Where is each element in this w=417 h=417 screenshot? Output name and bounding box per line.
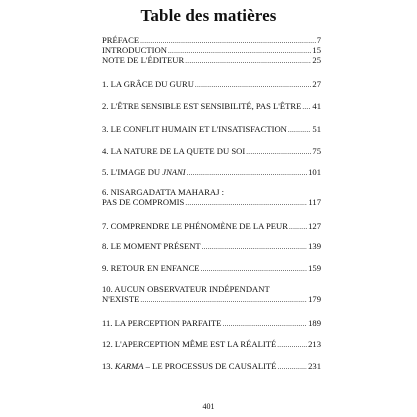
toc-entry-label: 11. LA PERCEPTION PARFAITE	[102, 318, 222, 328]
toc-entry-label-italic: KARMA	[114, 361, 144, 371]
toc-entry-page: 231	[308, 361, 321, 371]
toc-entry-page: 179	[308, 294, 321, 304]
toc-entry-label: 3. LE CONFLIT HUMAIN ET L'INSATISFACTION	[102, 124, 287, 134]
toc-entry-chapter-12	[102, 339, 321, 350]
dot-leader	[277, 340, 307, 350]
toc-entry-page: 189	[308, 318, 321, 328]
toc-entry-chapter-1	[102, 79, 321, 90]
toc-entry-page: 127	[308, 221, 321, 231]
dot-leader	[246, 147, 311, 157]
toc-entry-label: 4. LA NATURE DE LA QUETE DU SOI	[102, 146, 246, 156]
toc-entry-page: 7	[316, 35, 321, 45]
dot-leader	[202, 242, 307, 252]
toc-entry-label: 7. COMPRENDRE LE PHÉNOMÈNE DE LA PEUR	[102, 221, 288, 231]
toc-entry-page: 139	[308, 241, 321, 251]
toc-entry-chapter-5	[102, 167, 321, 178]
toc-entry-chapter-6	[102, 187, 321, 208]
dot-leader	[187, 168, 307, 178]
toc-entry-label-suffix: – LE PROCESSUS DE CAUSALITÉ	[143, 361, 277, 371]
toc-entry-label-prefix: 5. L'IMAGE DU	[102, 167, 163, 177]
toc-entry-page: 101	[308, 167, 321, 177]
toc-entry-label: PAS DE COMPROMIS	[102, 197, 185, 207]
toc-entry-label	[102, 167, 186, 177]
toc-entry-label: 1. LA GRÂCE DU GURU	[102, 79, 194, 89]
toc-entry-label-line1: 6. NISARGADATTA MAHARAJ :	[102, 187, 225, 197]
toc-entry-chapter-10	[102, 284, 321, 305]
toc-entry-label: 9. RETOUR EN ENFANCE	[102, 263, 200, 273]
toc-entry-page: 51	[312, 124, 321, 134]
dot-leader	[278, 362, 308, 372]
dot-leader	[302, 102, 311, 112]
toc-entry-label: 2. L'ÊTRE SENSIBLE EST SENSIBILITÉ, PAS L'ÊTRE	[102, 101, 302, 111]
dot-leader	[140, 295, 307, 305]
toc-entry-chapter-4	[102, 146, 321, 157]
toc-entry-chapter-3	[102, 124, 321, 135]
toc-entry-chapter-9	[102, 263, 321, 274]
toc-entry-label: NOTE DE L'ÉDITEUR	[102, 55, 185, 65]
toc-entry-chapter-13	[102, 361, 321, 372]
toc-entry-page: 27	[312, 79, 321, 89]
toc-entry-label	[102, 361, 277, 371]
toc-entry-chapter-11	[102, 318, 321, 329]
toc-entry-page: 159	[308, 263, 321, 273]
toc-entry-chapter-2	[102, 101, 321, 112]
toc-entry-chapter-7	[102, 221, 321, 232]
toc-entry-page: 117	[308, 197, 321, 207]
dot-leader	[185, 56, 311, 66]
toc-entry-page: 75	[312, 146, 321, 156]
toc-entry-label-line1: 10. AUCUN OBSERVATEUR INDÉPENDANT	[102, 284, 270, 294]
toc-entry-page: 15	[312, 45, 321, 55]
toc-entry-page: 213	[308, 339, 321, 349]
toc-entry-page: 41	[312, 101, 321, 111]
toc-entry-label: 12. L'APERCEPTION MÊME EST LA RÉALITÉ	[102, 339, 277, 349]
dot-leader	[195, 80, 311, 90]
dot-leader	[185, 198, 307, 208]
page-title: Table des matières	[140, 6, 277, 25]
toc-entry-note-editeur	[102, 55, 321, 66]
toc-entry-label: 8. LE MOMENT PRÉSENT	[102, 241, 201, 251]
toc-entry-label-italic: JNANI	[162, 167, 186, 177]
dot-leader	[289, 222, 307, 232]
toc-entry-label-prefix: 13.	[102, 361, 115, 371]
dot-leader	[201, 264, 308, 274]
toc-entry-chapter-8	[102, 241, 321, 252]
page-number: 401	[202, 402, 215, 411]
dot-leader	[223, 319, 308, 329]
toc-entry-label: N'EXISTE	[102, 294, 140, 304]
toc-entry-page: 25	[312, 55, 321, 65]
toc-entry-label: PRÉFACE	[102, 35, 140, 45]
dot-leader	[288, 125, 312, 135]
toc-entry-label: INTRODUCTION	[102, 45, 167, 55]
